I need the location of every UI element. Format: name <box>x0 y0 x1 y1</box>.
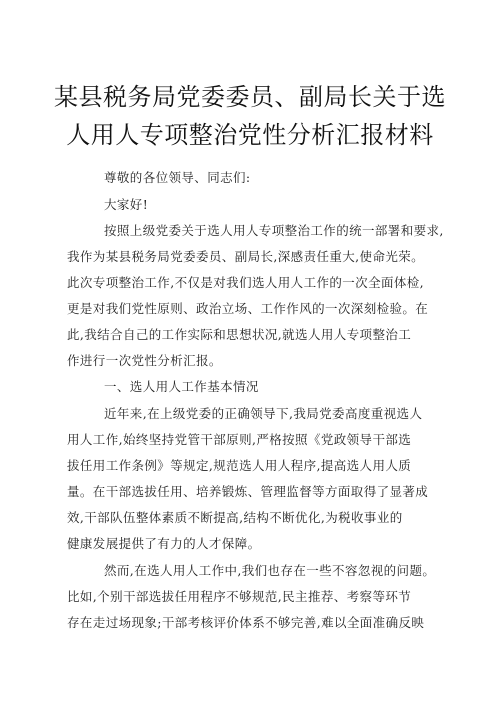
paragraph-2-line: 量。在干部选拔任用、培养锻炼、管理监督等方面取得了显著成 <box>67 484 429 499</box>
document-title-line-1: 某县税务局党委委员、副局长关于选 <box>54 83 446 111</box>
paragraph-1-line: 作进行一次党性分析汇报。 <box>67 353 222 368</box>
paragraph-1-line: 我作为某县税务局党委委员、副局长,深感责任重大,使命光荣。 <box>67 249 425 264</box>
paragraph-2-line: 效,干部队伍整体素质不断提高,结构不断优化,为税收事业的 <box>67 510 403 525</box>
paragraph-2-line: 近年来,在上级党委的正确领导下,我局党委高度重视选人 <box>104 406 423 421</box>
salutation: 尊敬的各位领导、同志们: <box>104 170 251 185</box>
paragraph-3-line: 存在走过场现象;干部考核评价体系不够完善,难以全面准确反映 <box>67 615 425 630</box>
paragraph-3-line: 比如,个别干部选拔任用程序不够规范,民主推荐、考察等环节 <box>67 589 412 604</box>
paragraph-1-line: 按照上级党委关于选人用人专项整治工作的统一部署和要求, <box>104 223 444 238</box>
greeting: 大家好! <box>104 197 149 212</box>
paragraph-1-line: 此,我结合自己的工作实际和思想状况,就选人用人专项整治工 <box>67 327 412 342</box>
section-heading: 一、选人用人工作基本情况 <box>104 379 259 394</box>
paragraph-1-line: 此次专项整治工作,不仅是对我们选人用人工作的一次全面体检, <box>67 275 425 290</box>
document-title-line-2: 人用人专项整治党性分析汇报材料 <box>66 121 434 149</box>
paragraph-3-line: 然而,在选人用人工作中,我们也存在一些不容忽视的问题。 <box>104 563 436 578</box>
paragraph-2-line: 拔任用工作条例》等规定,规范选人用人程序,提高选人用人质 <box>67 458 412 473</box>
paragraph-1-line: 更是对我们党性原则、政治立场、工作作风的一次深刻检验。在 <box>67 301 429 316</box>
paragraph-2-line: 健康发展提供了有力的人才保障。 <box>67 536 261 551</box>
paragraph-2-line: 用人工作,始终坚持党管干部原则,严格按照《党政领导干部选 <box>67 432 412 447</box>
